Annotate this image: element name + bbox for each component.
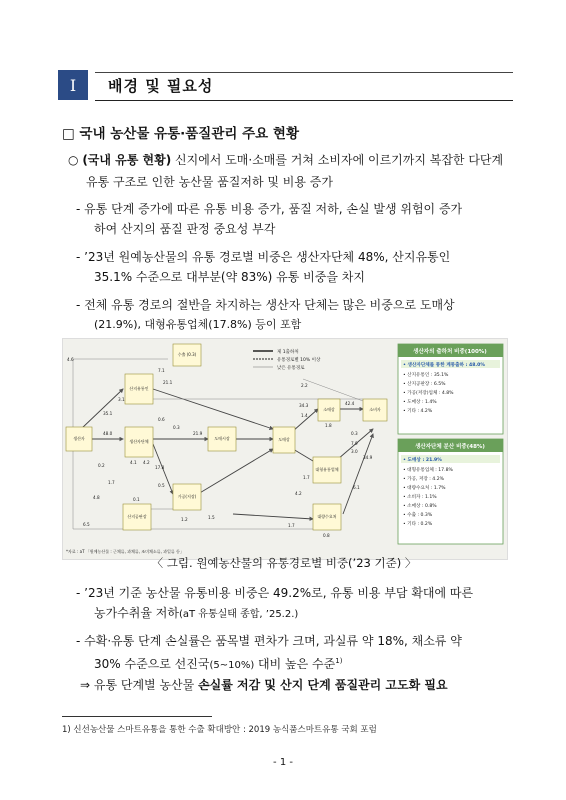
node-producer: 생산자 — [73, 436, 85, 441]
box1-title: 생산자의 출하처 비중(100%) — [413, 349, 487, 355]
bullet-5-rest: 대비 높은 수준 — [254, 657, 336, 671]
distribution-flow-figure — [62, 338, 508, 560]
box2-highlight: • 도매상 : 21.9% — [403, 458, 442, 463]
flow-value: 3.0 — [351, 449, 358, 454]
node-large-retail: 대형유통업체 — [315, 467, 339, 472]
flow-value: 48.0 — [103, 431, 113, 436]
flow-value: 1.7 — [303, 475, 310, 480]
section-number-box — [58, 70, 88, 100]
node-consumer: 소비자 — [369, 407, 381, 412]
footnote: 1) 신선농산물 스마트유통을 통한 수출 확대방안 : 2019 농식품스마트유통 국회 포럼 — [62, 725, 377, 735]
circle-item-text: 신지에서 도매·소매를 거쳐 소비자에 이르기까지 복잡한 다단계 — [171, 153, 504, 167]
flow-value: 1.7 — [288, 523, 295, 528]
page-number: - 1 - — [273, 757, 293, 768]
footnote-ref: 1) — [335, 657, 343, 665]
box1-highlight: • 생산자단체를 통한 계통출하 : 48.0% — [403, 363, 485, 368]
flow-value: 4.8 — [93, 495, 100, 500]
flow-value: 0.8 — [323, 533, 330, 538]
box2-item: • 기타 : 0.2% — [403, 522, 433, 527]
flow-value: 1.4 — [301, 413, 308, 418]
node-wholesaler: 도매상 — [278, 437, 290, 442]
node-collector: 산지유통인 — [129, 386, 149, 391]
flow-value: 0.5 — [158, 483, 165, 488]
box2-item: • 가공, 저장 : 4.2% — [403, 477, 444, 482]
section-number: Ⅰ — [69, 75, 77, 95]
flow-value: 0.3 — [173, 425, 180, 430]
flow-value: 6.1 — [353, 485, 360, 490]
bullet-1-line2: 하여 산지의 품질 판정 중요성 부각 — [94, 222, 276, 236]
figure-caption: 〈 그림. 원예농산물의 유통경로별 비중(’23 기준) 〉 — [151, 556, 417, 570]
box1-item: • 산지유통인 : 35.1% — [403, 373, 449, 378]
flow-value: 4.1 — [130, 460, 137, 465]
node-direct-market: 산지공판장 — [127, 514, 147, 519]
flow-value: 1.2 — [181, 517, 188, 522]
box2-item: • 대형유통업체 : 17.8% — [403, 468, 453, 473]
diagram-legend — [253, 348, 321, 371]
box2-item: • 대량수요처 : 1.7% — [403, 486, 446, 491]
flow-value: 1.7 — [108, 480, 115, 485]
flow-value: 7.9 — [351, 441, 358, 446]
flow-diagram — [63, 339, 507, 559]
flow-value: 4.6 — [67, 357, 74, 362]
bullet-3-line1: - 전체 유통 경로의 절반을 차지하는 생산자 단체는 많은 비중으로 도매상 — [76, 298, 455, 312]
circle-item-line2: 유통 구조로 인한 농산물 품질저하 및 비용 증가 — [86, 175, 333, 189]
node-bulk-consumer: 대량수요처 — [317, 514, 337, 519]
bullet-2-line1: - ’23년 원예농산물의 유통 경로별 비중은 생산자단체 48%, 산지유통인 — [76, 250, 451, 264]
flow-value: 4.2 — [295, 491, 302, 496]
bullet-3-line2: (21.9%), 대형유통업체(17.8%) 등이 포함 — [94, 318, 302, 331]
box2-item: • 수출 : 0.3% — [403, 513, 433, 518]
bullet-1-line1: - 유통 단계 증가에 따른 유통 비용 증가, 품질 저하, 손실 발생 위험이 증가 — [76, 202, 463, 216]
flow-value: 34.9 — [363, 455, 373, 460]
bullet-4-text: 농가수취율 저하 — [94, 606, 179, 620]
flow-value: 1.8 — [325, 423, 332, 428]
box2-item: • 소매상 : 0.8% — [403, 504, 437, 509]
node-export: 수출 (0.3) — [177, 352, 197, 357]
flow-value: 42.4 — [345, 401, 355, 406]
bullet-5-line2 — [94, 650, 342, 677]
subsection-heading: □ 국내 농산물 유통·품질관리 주요 현황 — [62, 126, 299, 142]
producer-group-box — [398, 439, 503, 544]
conclusion-bold: 손실률 저감 및 산지 단계 품질관리 고도화 필요 — [198, 678, 448, 692]
header-rule-top — [95, 72, 513, 73]
bullet-4-line2 — [94, 602, 298, 626]
bullet-5-line1: - 수확·유통 단계 손실률은 품목별 편차가 크며, 과실류 약 18%, 채소류 약 — [76, 634, 462, 648]
node-retailer: 소매상 — [323, 407, 335, 412]
bullet-2-line2: 35.1% 수준으로 대부분(약 83%) 유통 비중을 차지 — [94, 270, 365, 284]
section-title: 배경 및 필요성 — [108, 77, 214, 95]
conclusion-line — [80, 674, 448, 696]
header-rule-bottom — [95, 100, 513, 101]
flow-value: 0.1 — [133, 497, 140, 502]
box2-title: 생산자단체 분산 비중(48%) — [415, 444, 485, 450]
box1-item: • 산지공판장 : 6.5% — [403, 382, 446, 387]
box1-item: • 가공(저장)업체 : 4.8% — [403, 391, 454, 396]
box1-item: • 도매상 : 1.4% — [403, 400, 437, 405]
node-producer-group: 생산자단체 — [129, 439, 149, 444]
flow-value: 7.1 — [158, 368, 165, 373]
circle-mark: ○ — [68, 153, 79, 167]
box2-item: • 소비자 : 1.1% — [403, 495, 437, 500]
footnote-rule — [62, 716, 212, 717]
bullet-5-text: 30% 수준으로 선진국 — [94, 657, 210, 671]
flow-value: 4.2 — [143, 460, 150, 465]
box1-item: • 기타 : 4.2% — [403, 409, 433, 414]
flow-value: 6.5 — [83, 522, 90, 527]
bullet-5-range: (5~10%) — [209, 660, 255, 671]
flow-value: 2.2 — [301, 383, 308, 388]
legend-3: 낮은 유통경로 — [277, 366, 305, 371]
node-processing: 가공(저장) — [177, 494, 197, 499]
flow-value: 34.3 — [299, 403, 309, 408]
circle-item-line1 — [68, 149, 503, 171]
producer-shipment-box — [398, 344, 503, 434]
flow-value: 0.3 — [351, 431, 358, 436]
flow-value: 21.9 — [193, 431, 203, 436]
legend-2: 유통경로별 10% 이상 — [277, 358, 321, 363]
conclusion-prefix: ⇒ 유통 단계별 농산물 — [80, 678, 199, 692]
bullet-4-line1: - ’23년 기준 농산물 유통비용 비중은 49.2%로, 유통 비용 부담 확대에 따른 — [76, 586, 474, 600]
circle-item-label: (국내 유통 현황) — [82, 153, 172, 167]
figure-source: *자료 : aT 「원예농산물 : 근채류, 과채류, 조미채소류, 과일류 등」 — [66, 549, 184, 554]
flow-value: 21.1 — [163, 380, 173, 385]
flow-value: 1.5 — [208, 515, 215, 520]
flow-value: 17.8 — [155, 465, 165, 470]
flow-value: 35.1 — [103, 411, 113, 416]
flow-value: 0.6 — [158, 417, 165, 422]
flow-value: 3.1 — [118, 397, 125, 402]
flow-value: 0.2 — [98, 463, 105, 468]
node-wholesale-market: 도매시장 — [214, 436, 230, 441]
bullet-4-source: (aT 유통실태 종합, ’25.2.) — [178, 609, 299, 620]
legend-1: 제 1출하처 — [277, 350, 299, 355]
